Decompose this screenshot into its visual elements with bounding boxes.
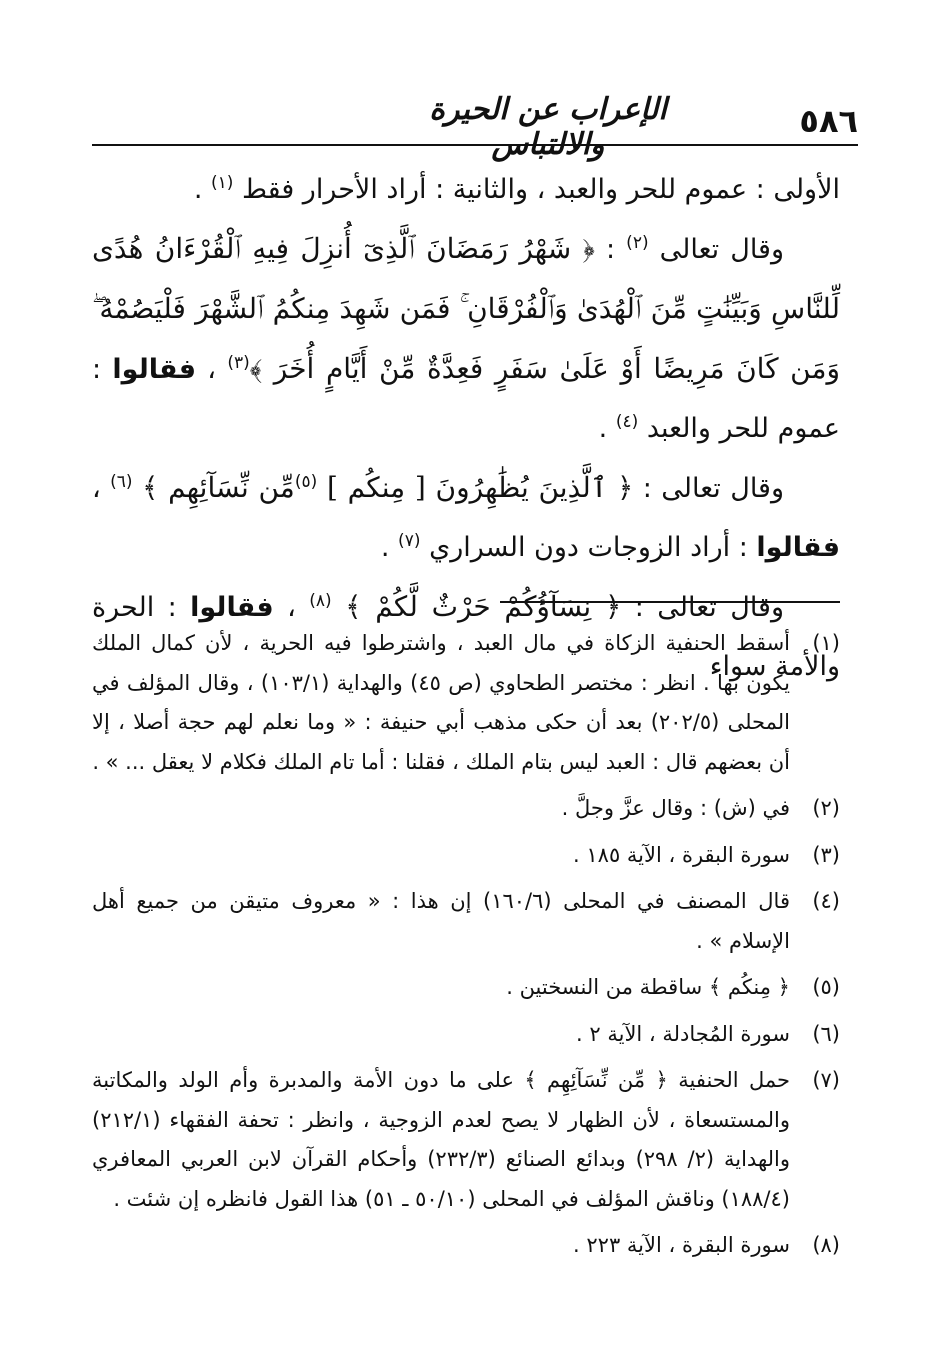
paragraph-comma: ، (92, 473, 111, 504)
main-text (92, 160, 840, 696)
footnote-ref[interactable]: (٥) (294, 472, 318, 492)
quran-verse: ﴿ ٱلَّذِينَ يُظَٰهِرُونَ [ مِنكُم ] (317, 471, 634, 504)
footnote-3 (92, 836, 840, 876)
paragraph-1 (92, 160, 840, 219)
footnote-ref[interactable]: (١) (211, 173, 234, 193)
paragraph-intro: وقال تعالى : (621, 592, 784, 623)
said-label: فقالوا (112, 354, 196, 385)
page-number: ٥٨٦ (799, 102, 858, 140)
footnote-text: قال المصنف في المحلى (١٦٠/٦) إن هذا : « معروف متيقن من جميع أهل الإسلام » . (92, 889, 790, 953)
footnote-6 (92, 1015, 840, 1055)
footnote-number: (٨) (812, 1233, 840, 1257)
footnote-7 (92, 1061, 840, 1219)
footnote-number: (٣) (812, 842, 840, 867)
paragraph-end: . (380, 532, 399, 563)
footnote-1 (92, 624, 840, 782)
footnote-8 (92, 1226, 840, 1266)
footnote-ref[interactable]: (٤) (615, 412, 639, 432)
said-label: فقالوا (756, 532, 840, 563)
paragraph-text: الأولى : عموم للحر والعبد ، والثانية : أراد الأحرار فقط (242, 174, 840, 205)
footnote-text: سورة المُجادلة ، الآية ٢ . (576, 1021, 790, 1046)
footnote-text: ﴿ مِنكُم ﴾ ساقطة من النسختين . (506, 975, 790, 999)
footnote-ref[interactable]: (٧) (398, 531, 421, 551)
footnotes (92, 624, 840, 1273)
paragraph-end: . (598, 413, 616, 444)
page-header (92, 82, 858, 162)
footnote-number: (٥) (812, 975, 840, 999)
quran-verse: مِّن نِّسَآئِهِم ﴾ (141, 471, 295, 504)
footnote-number: (٤) (812, 889, 840, 913)
footnote-ref[interactable]: (٨) (309, 591, 332, 611)
paragraph-text: : الحرة والأمة سواء (92, 592, 840, 682)
paragraph-intro: وقال تعالى (659, 234, 784, 265)
footnote-ref[interactable]: (٦) (110, 472, 133, 492)
paragraph-text: : أراد الزوجات دون السراري (429, 532, 757, 563)
paragraph-text: : عموم للحر والعبد (92, 354, 840, 444)
footnote-text: سورة البقرة ، الآية ٢٢٣ . (573, 1233, 790, 1257)
paragraph-2: وقال تعالى $^{(٢)}$ : ﴿ شَهْرُ رَمَضَانَ ٱلَّذِىٓ أُنزِلَ فِيهِ ٱلْقُرْءَانُ هُدًى لِّلنَّاسِ وَبَيِّنَٰتٍ مِّنَ ٱلْهُدَىٰ وَٱلْفُرْقَانِ ۚ فَمَن شَهِدَ مِنكُمُ ٱلشَّهْرَ فَلْيَصُمْهُ ۖ وَمَن كَانَ مَرِيضًا أَوْ عَلَىٰ سَفَرٍ فَعِدَّةٌ مِّنْ أَيَّامٍ أُخَرَ ﴾$^{(٣)}$ ، فقالوا : عموم للحر والعبد $^{(٤)}$ . (92, 232, 840, 444)
footnote-text: سورة البقرة ، الآية ١٨٥ . (573, 842, 790, 867)
footnote-text: أسقط الحنفية الزكاة في مال العبد ، واشترطوا فيه الحرية ، لأن كمال الملك يكون بها . انظر : مختصر الطحاوي (ص ٤٥) والهداية (١٠٣/١) ، وقال المؤلف في المحلى (٢٠٢/٥) بعد أن حكى مذهب أبي حنيفة : « وما نعلم لهم حجة أصلا ، إلا أن بعضهم قال : العبد ليس بتام الملك ، فقلنا : أما تام الملك فكلام لا يعقل ... » . (92, 631, 790, 774)
footnote-ref[interactable]: (٣) (227, 353, 250, 373)
paragraph-end: . (193, 174, 212, 205)
paragraph-3 (92, 458, 840, 577)
footnote-number: (٢) (812, 796, 840, 820)
paragraph-comma: ، (273, 592, 310, 623)
footnote-5 (92, 968, 840, 1008)
running-title: الإعراب عن الحيرة والالتباس (429, 92, 667, 162)
footnote-4 (92, 882, 840, 961)
quran-verse: ﴿ نِسَآؤُكُمْ حَرْثٌ لَّكُمْ ﴾ (345, 590, 622, 623)
footnote-number: (٦) (812, 1021, 840, 1046)
paragraph-colon: : (594, 234, 627, 265)
footnote-ref[interactable]: (٢) (626, 233, 649, 253)
footnote-text: في (ش) : وقال عزَّ وجلَّ . (561, 796, 790, 820)
header-rule (92, 144, 858, 146)
footnote-number: (٧) (812, 1068, 840, 1092)
paragraph-intro: وقال تعالى : (633, 473, 785, 504)
footnote-separator (500, 601, 840, 603)
footnote-text: حمل الحنفية ﴿ مِّن نِّسَآئِهِم ﴾ على ما دون الأمة والمدبرة وأم الولد والمكاتبة والمستسعاة ، لأن الظهار لا يصح لعدم الزوجية ، وانظر : تحفة الفقهاء (٢١٢/١) والهداية (٢/ ٢٩٨) وبدائع الصنائع (٢٣٢/٣) وأحكام القرآن لابن العربي المعافري (١٨٨/٤) وناقش المؤلف في المحلى (٥٠/١٠ ـ ٥١) هذا القول فانظره إن شئت . (92, 1068, 790, 1211)
said-label: فقالوا (190, 592, 274, 623)
footnote-number: (١) (812, 631, 840, 655)
footnote-2 (92, 789, 840, 829)
quran-verse: ﴿ شَهْرُ رَمَضَانَ ٱلَّذِىٓ أُنزِلَ فِيهِ ٱلْقُرْءَانُ هُدًى لِّلنَّاسِ وَبَيِّنَٰتٍ مِّنَ ٱلْهُدَىٰ وَٱلْفُرْقَانِ ۚ فَمَن شَهِدَ مِنكُمُ ٱلشَّهْرَ فَلْيَصُمْهُ ۖ وَمَن كَانَ مَرِيضًا أَوْ عَلَىٰ سَفَرٍ فَعِدَّةٌ مِّنْ أَيَّامٍ أُخَرَ ﴾ (92, 232, 840, 385)
